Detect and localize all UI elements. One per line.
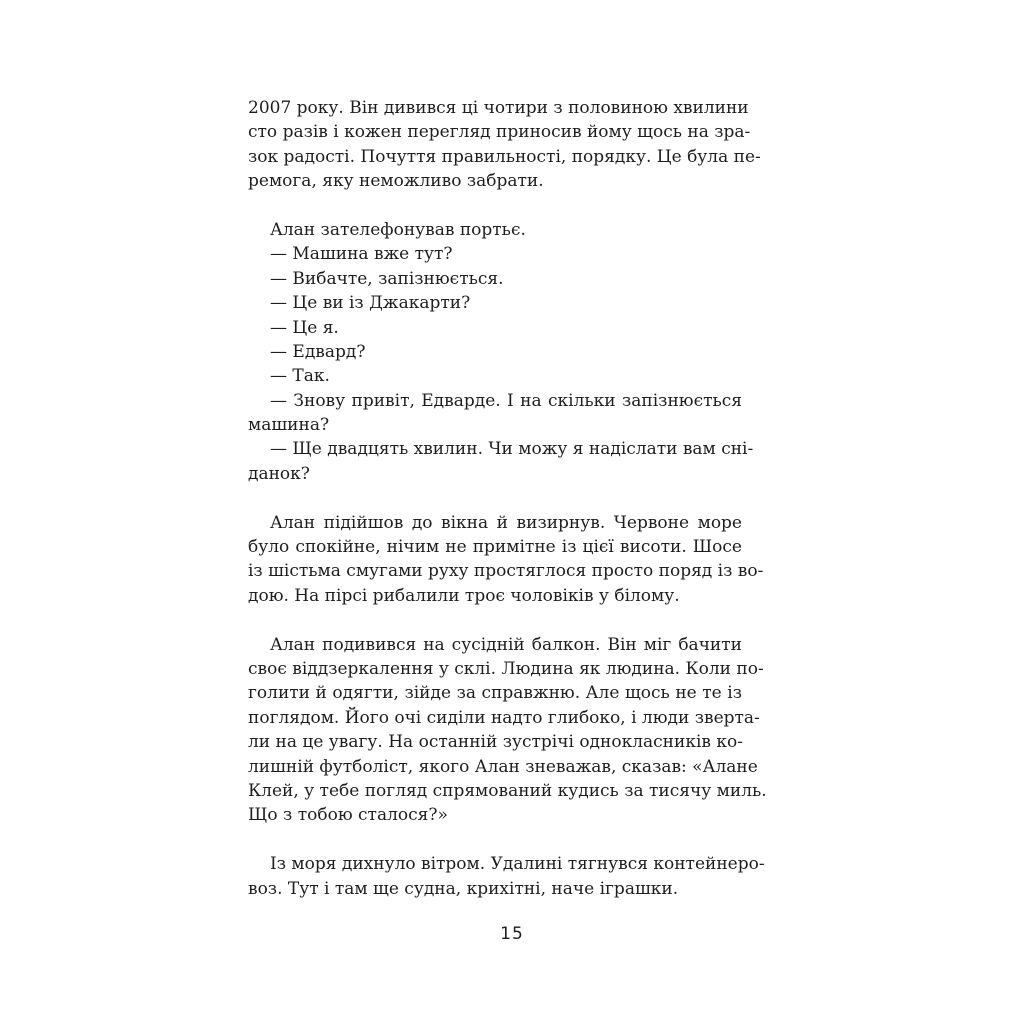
- text-line: машина?: [248, 415, 330, 436]
- text-line: Алан подивився на сусідній балкон. Він міг бачити: [270, 634, 742, 655]
- text-line: ремога, яку неможливо забрати.: [248, 171, 544, 192]
- text-line: Із моря дихнуло вітром. Удалині тягнувся контейнеро-: [270, 854, 765, 875]
- text-line: голити й одягти, зійде за справжню. Але щось не те із: [248, 683, 742, 704]
- page-number: 15: [500, 924, 524, 944]
- text-line: 2007 року. Він дивився ці чотири з половиною хвилини: [248, 98, 749, 118]
- text-line: ли на це увагу. На останній зустрічі однокласників ко-: [248, 732, 743, 753]
- text-line: Алан зателефонував портьє.: [270, 219, 526, 240]
- text-line: — Це ви із Джакарти?: [270, 293, 471, 314]
- text-line: воз. Тут і там ще судна, крихітні, наче іграшки.: [248, 878, 679, 899]
- text-line: — Машина вже тут?: [270, 244, 453, 265]
- text-line: дою. На пірсі рибалили троє чоловіків у білому.: [248, 585, 680, 606]
- text-line: поглядом. Його очі сиділи надто глибоко, і люди зверта-: [248, 707, 760, 728]
- text-line: — Знову привіт, Едварде. І на скільки запізнюється: [270, 390, 742, 411]
- text-line: зок радості. Почуття правильності, порядку. Це була пе-: [248, 146, 761, 167]
- text-line: Що з тобою сталося?»: [248, 805, 448, 826]
- text-line: данок?: [248, 463, 310, 484]
- paragraph-gap: [248, 828, 742, 852]
- text-line: — Вибачте, запізнюється.: [270, 268, 504, 289]
- text-line: сто разів і кожен перегляд приносив йому щось на зра-: [248, 122, 751, 143]
- text-line: — Так.: [270, 366, 330, 387]
- text-line: Алан підійшов до вікна й визирнув. Червоне море: [270, 512, 742, 533]
- text-line: своє віддзеркалення у склі. Людина як людина. Коли по-: [248, 658, 764, 679]
- text-line: із шістьма смугами руху простяглося просто поряд із во-: [248, 561, 764, 582]
- text-line: було спокійне, нічим не примітне із цієї висоти. Шосе: [248, 537, 742, 558]
- text-line: Клей, у тебе погляд спрямований кудись за тисячу миль.: [248, 780, 767, 801]
- text-line: лишній футболіст, якого Алан зневажав, сказав: «Алане: [248, 756, 758, 777]
- text-line: — Це я.: [270, 317, 339, 338]
- paragraph-gap: [248, 486, 742, 510]
- text-line: — Едвард?: [270, 341, 366, 362]
- book-page-text: [248, 96, 767, 901]
- text-line: — Ще двадцять хвилин. Чи можу я надіслати вам сні-: [270, 439, 754, 460]
- paragraph-gap: [248, 194, 742, 218]
- paragraph-gap: [248, 608, 742, 632]
